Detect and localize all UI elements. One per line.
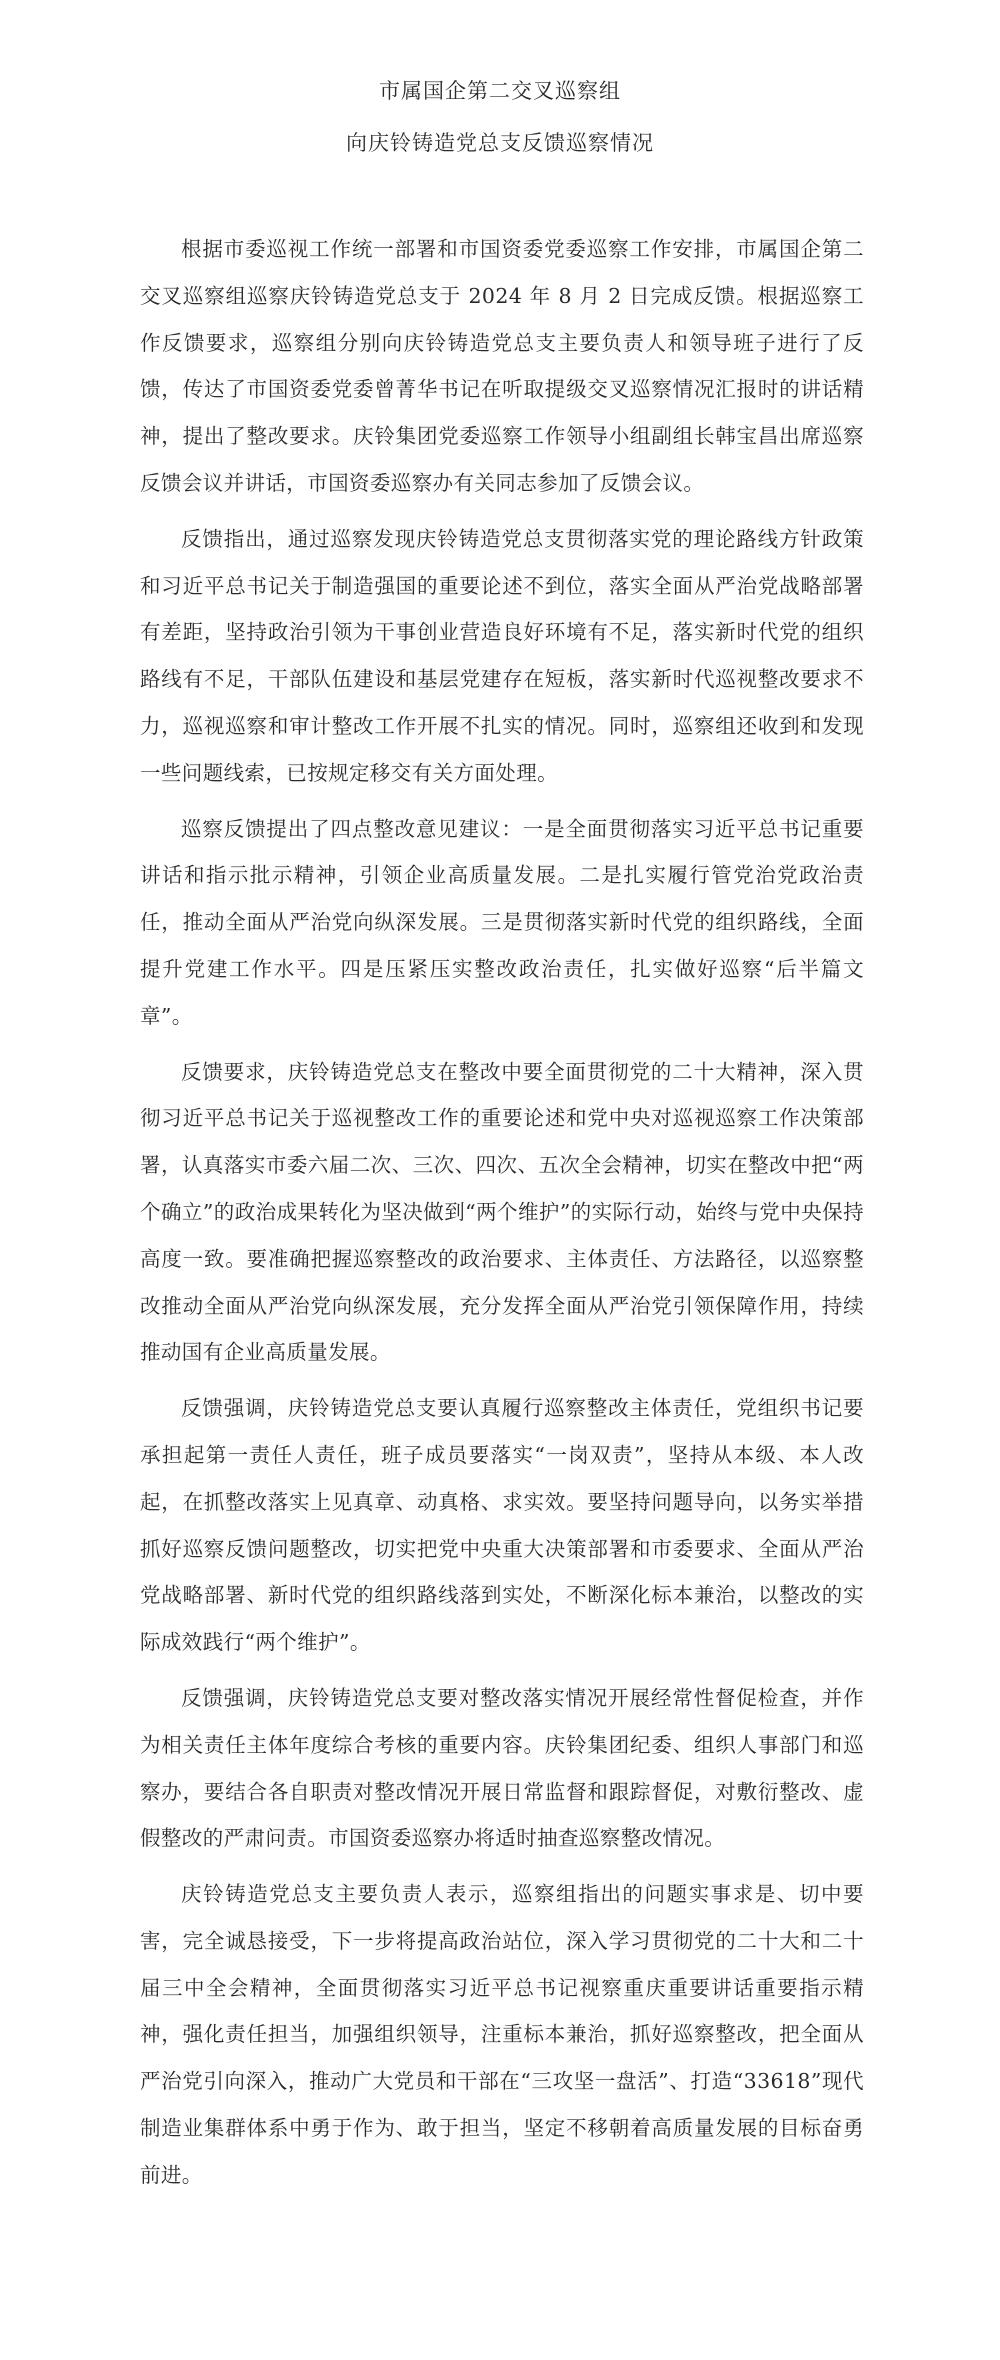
document-body bbox=[140, 226, 864, 2208]
paragraph-3: 巡察反馈提出了四点整改意见建议：一是全面贯彻落实习近平总书记重要讲话和指示批示精神，引领企业高质量发展。二是扎实履行管党治党政治责任，推动全面从严治党向纵深发展。三是贯彻落实新时代党的组织路线，全面提升党建工作水平。四是压紧压实整改政治责任，扎实做好巡察“后半篇文章”。 bbox=[140, 816, 864, 1028]
paragraph-5: 反馈强调，庆铃铸造党总支要认真履行巡察整改主体责任，党组织书记要承担起第一责任人责任，班子成员要落实“一岗双责”，坚持从本级、本人改起，在抓整改落实上见真章、动真格、求实效。要坚持问题导向，以务实举措抓好巡察反馈问题整改，切实把党中央重大决策部署和市委要求、全面从严治党战略部署、新时代党的组织路线落到实处，不断深化标本兼治，以整改的实际成效践行“两个维护”。 bbox=[140, 1396, 864, 1655]
paragraph-6: 反馈强调，庆铃铸造党总支要对整改落实情况开展经常性督促检查，并作为相关责任主体年度综合考核的重要内容。庆铃集团纪委、组织人事部门和巡察办，要结合各自职责对整改情况开展日常监督和跟踪督促，对敷衍整改、虚假整改的严肃问责。市国资委巡察办将适时抽查巡察整改情况。 bbox=[140, 1685, 864, 1851]
paragraph-7: 庆铃铸造党总支主要负责人表示，巡察组指出的问题实事求是、切中要害，完全诚恳接受，下一步将提高政治站位，深入学习贯彻党的二十大和二十届三中全会精神，全面贯彻落实习近平总书记视察重庆重要讲话重要指示精神，强化责任担当，加强组织领导，注重标本兼治，抓好巡察整改，把全面从严治党引向深入，推动广大党员和干部在“三攻坚一盘活”、打造“33618”现代制造业集群体系中勇于作为、敢于担当，坚定不移朝着高质量发展的目标奋勇前进。 bbox=[140, 1882, 864, 2187]
document-title-line-1: 市属国企第二交叉巡察组 bbox=[379, 79, 621, 103]
paragraph-2: 反馈指出，通过巡察发现庆铃铸造党总支贯彻落实党的理论路线方针政策和习近平总书记关于制造强国的重要论述不到位，落实全面从严治党战略部署有差距，坚持政治引领为干事创业营造良好环境有不足，落实新时代党的组织路线有不足，干部队伍建设和基层党建存在短板，落实新时代巡视整改要求不力，巡视巡察和审计整改工作开展不扎实的情况。同时，巡察组还收到和发现一些问题线索，已按规定移交有关方面处理。 bbox=[140, 526, 864, 785]
paragraph-1: 根据市委巡视工作统一部署和市国资委党委巡察工作安排，市属国企第二交叉巡察组巡察庆铃铸造党总支于 2024 年 8 月 2 日完成反馈。根据巡察工作反馈要求，巡察组分别向庆铃铸造党总支主要负责人和领导班子进行了反馈，传达了市国资委党委曾菁华书记在听取提级交叉巡察情况汇报时的讲话精神，提出了整改要求。庆铃集团党委巡察工作领导小组副组长韩宝昌出席巡察反馈会议并讲话，市国资委巡察办有关同志参加了反馈会议。 bbox=[140, 237, 864, 495]
paragraph-4: 反馈要求，庆铃铸造党总支在整改中要全面贯彻党的二十大精神，深入贯彻习近平总书记关于巡视整改工作的重要论述和党中央对巡视巡察工作决策部署，认真落实市委六届二次、三次、四次、五次全会精神，切实在整改中把“两个确立”的政治成果转化为坚决做到“两个维护”的实际行动，始终与党中央保持高度一致。要准确把握巡察整改的政治要求、主体责任、方法路径，以巡察整改推动全面从严治党向纵深发展，充分发挥全面从严治党引领保障作用，持续推动国有企业高质量发展。 bbox=[140, 1059, 864, 1365]
document-title-line-2: 向庆铃铸造党总支反馈巡察情况 bbox=[346, 131, 654, 155]
